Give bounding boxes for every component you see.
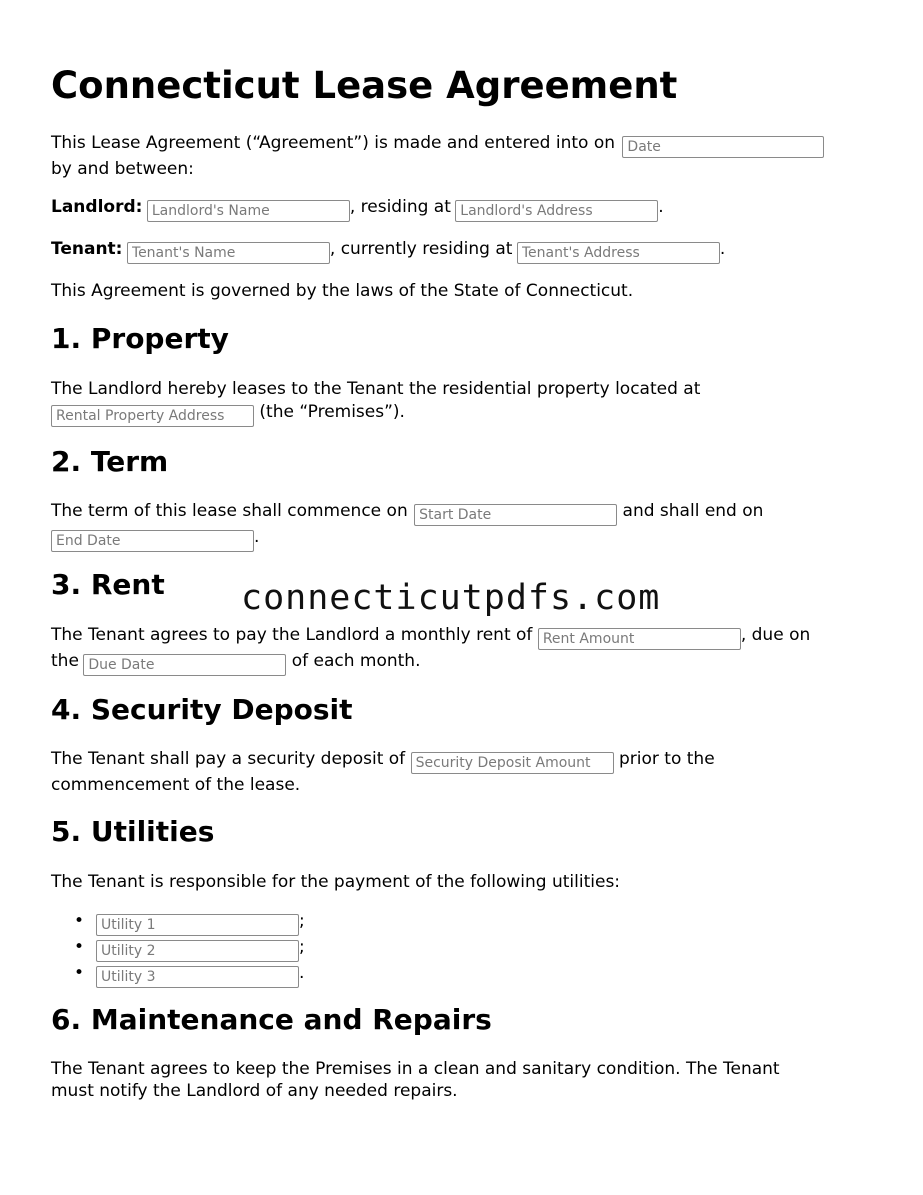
section-heading-property: 1. Property bbox=[51, 322, 229, 355]
rent-text: The Tenant agrees to pay the Landlord a monthly rent of bbox=[51, 625, 533, 645]
rental-property-address-field[interactable] bbox=[51, 405, 254, 427]
section-heading-rent: 3. Rent bbox=[51, 568, 165, 601]
watermark: connecticutpdfs.com bbox=[241, 578, 661, 618]
deposit-paragraph bbox=[51, 748, 871, 797]
property-text: The Landlord hereby leases to the Tenant the residential property located at bbox=[51, 379, 701, 399]
deposit-text: The Tenant shall pay a security deposit of bbox=[51, 749, 406, 769]
section-heading-security-deposit: 4. Security Deposit bbox=[51, 693, 353, 726]
governing-law-text: This Agreement is governed by the laws of the State of Connecticut. bbox=[51, 281, 634, 301]
tenant-end: . bbox=[719, 239, 726, 259]
security-deposit-amount-field[interactable] bbox=[411, 752, 614, 774]
tenant-address-field[interactable] bbox=[517, 242, 720, 264]
term-paragraph bbox=[51, 500, 871, 552]
utility-3-field[interactable] bbox=[96, 966, 299, 988]
property-paragraph bbox=[51, 378, 871, 427]
landlord-address-field[interactable] bbox=[455, 200, 658, 222]
deposit-after-text: prior to the bbox=[618, 749, 715, 769]
landlord-end: . bbox=[658, 197, 664, 217]
rent-the-text: the bbox=[51, 651, 79, 671]
landlord-line bbox=[51, 196, 871, 222]
utility-2-field[interactable] bbox=[96, 940, 299, 962]
list-item bbox=[74, 936, 305, 962]
intro-paragraph bbox=[51, 132, 871, 181]
end-date-field[interactable] bbox=[51, 530, 254, 552]
document-title: Connecticut Lease Agreement bbox=[51, 64, 678, 107]
utility-1-end: ; bbox=[299, 911, 305, 931]
rent-after-text: of each month. bbox=[291, 651, 421, 671]
rent-due-text: , due on bbox=[740, 625, 811, 645]
due-date-field[interactable] bbox=[83, 654, 286, 676]
landlord-label: Landlord: bbox=[51, 197, 143, 217]
utility-3-end: . bbox=[299, 963, 305, 983]
tenant-label: Tenant: bbox=[51, 239, 123, 259]
bullet-icon: • bbox=[74, 963, 85, 983]
deposit-text-continued: commencement of the lease. bbox=[51, 775, 301, 795]
list-item bbox=[74, 962, 305, 988]
start-date-field[interactable] bbox=[414, 504, 617, 526]
maintenance-text-continued: must notify the Landlord of any needed repairs. bbox=[51, 1081, 458, 1101]
section-heading-utilities: 5. Utilities bbox=[51, 815, 215, 848]
maintenance-text: The Tenant agrees to keep the Premises in a clean and sanitary condition. The Tenant bbox=[51, 1059, 780, 1079]
intro-text-continued: by and between: bbox=[51, 159, 194, 179]
utilities-text: The Tenant is responsible for the payment of the following utilities: bbox=[51, 872, 621, 892]
utilities-list bbox=[51, 910, 305, 988]
rent-paragraph bbox=[51, 624, 871, 676]
term-middle-text: and shall end on bbox=[622, 501, 764, 521]
rent-amount-field[interactable] bbox=[538, 628, 741, 650]
term-end: . bbox=[254, 527, 260, 547]
maintenance-paragraph bbox=[51, 1058, 871, 1102]
utility-2-end: ; bbox=[299, 937, 305, 957]
term-text: The term of this lease shall commence on bbox=[51, 501, 408, 521]
section-heading-term: 2. Term bbox=[51, 445, 169, 478]
utility-1-field[interactable] bbox=[96, 914, 299, 936]
section-heading-maintenance: 6. Maintenance and Repairs bbox=[51, 1003, 492, 1036]
landlord-name-field[interactable] bbox=[147, 200, 350, 222]
agreement-date-field[interactable] bbox=[622, 136, 824, 158]
tenant-residing-text: , currently residing at bbox=[329, 239, 513, 259]
tenant-line bbox=[51, 238, 871, 264]
list-item bbox=[74, 910, 305, 936]
bullet-icon: • bbox=[74, 911, 85, 931]
property-premises-text: (the “Premises”). bbox=[259, 402, 405, 422]
bullet-icon: • bbox=[74, 937, 85, 957]
landlord-residing-text: , residing at bbox=[349, 197, 451, 217]
intro-text: This Lease Agreement (“Agreement”) is made and entered into on bbox=[51, 133, 616, 153]
tenant-name-field[interactable] bbox=[127, 242, 330, 264]
